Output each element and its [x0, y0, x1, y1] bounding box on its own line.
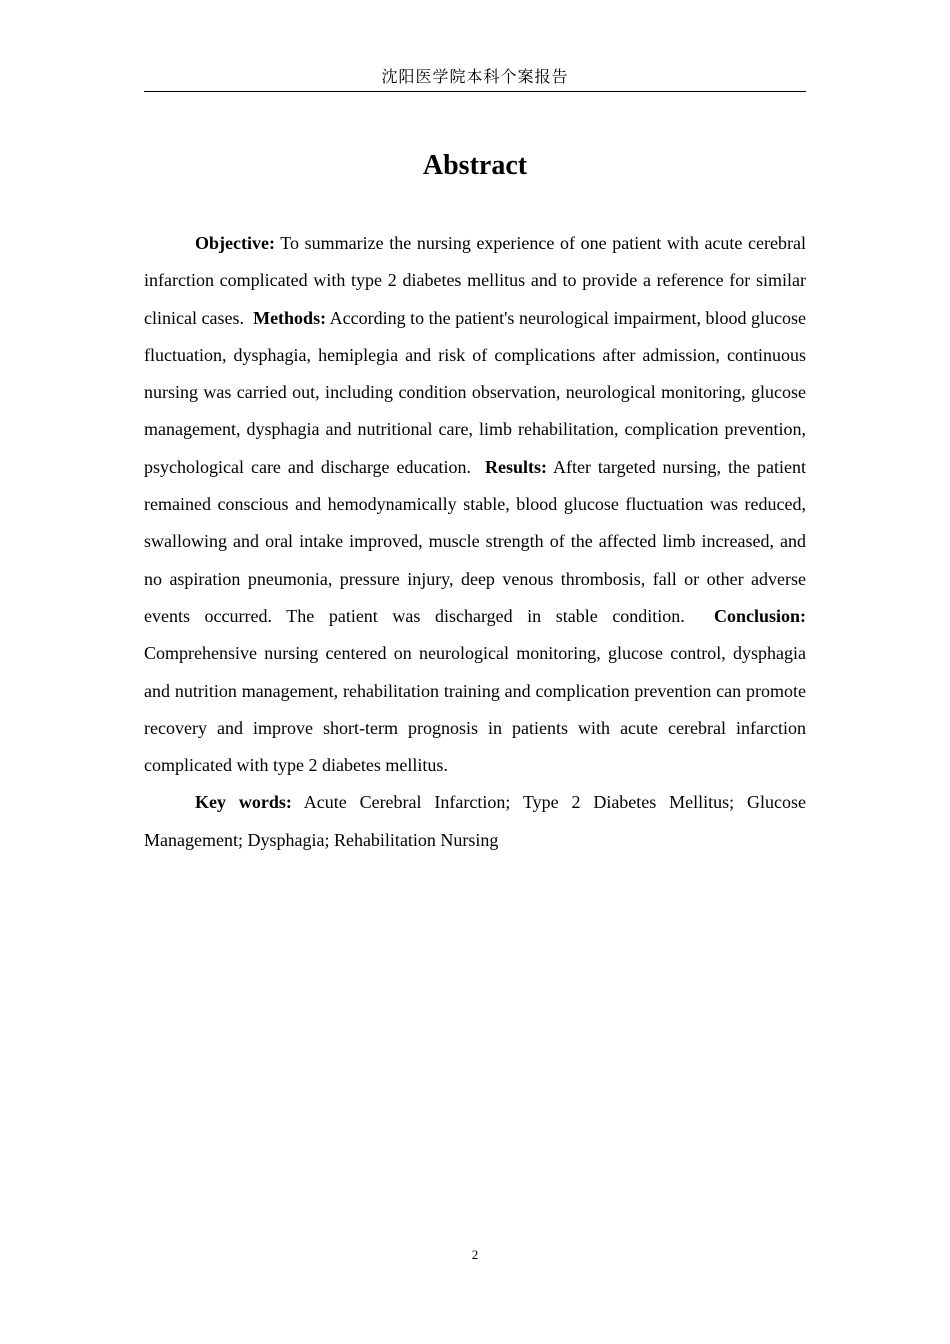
conclusion-label: Conclusion:: [713, 605, 806, 626]
abstract-title: Abstract: [422, 150, 528, 181]
objective-text: To summarize the nursing experience of one patient with acute cerebral infarction complicated with type 2 diabetes mellitus and to provide a reference for similar clinical cases.: [144, 233, 806, 328]
keywords-text: Acute Cerebral Infarction; Type 2 Diabetes Mellitus; Glucose Management; Dysphagia; Rehabilitation Nursing: [144, 792, 806, 850]
keywords-paragraph: [144, 784, 806, 859]
abstract-paragraph: [144, 225, 806, 784]
objective-label: Objective:: [195, 233, 275, 253]
methods-text: According to the patient's neurological impairment, blood glucose fluctuation, dysphagia, hemiplegia and risk of complications after admission, continuous nursing was carried out, including condition observation, neurological monitoring, glucose management, dysphagia and nutritional care, limb rehabilitation, complication prevention, psychological care and discharge education.: [144, 307, 807, 477]
methods-label: Methods:: [253, 307, 327, 328]
page-number: 2: [471, 1247, 479, 1262]
abstract-body: [144, 225, 806, 859]
page-header: [144, 66, 806, 92]
results-text: After targeted nursing, the patient remained conscious and hemodynamically stable, blood glucose fluctuation was reduced, swallowing and oral intake improved, muscle strength of the affected limb increased, and no aspiration pneumonia, pressure injury, deep venous thrombosis, fall or other adverse events occurred. The patient was discharged in stable condition.: [144, 456, 806, 626]
keywords-label: Key words:: [195, 792, 292, 813]
results-label: Results:: [484, 456, 547, 477]
conclusion-text: Comprehensive nursing centered on neurological monitoring, glucose control, dysphagia and nutrition management, rehabilitation training and complication prevention can promote recovery and improve short-term prognosis in patients with acute cerebral infarction complicated with type 2 diabetes mellitus.: [144, 643, 806, 776]
header-text: 沈阳医学院本科个案报告: [381, 67, 569, 86]
